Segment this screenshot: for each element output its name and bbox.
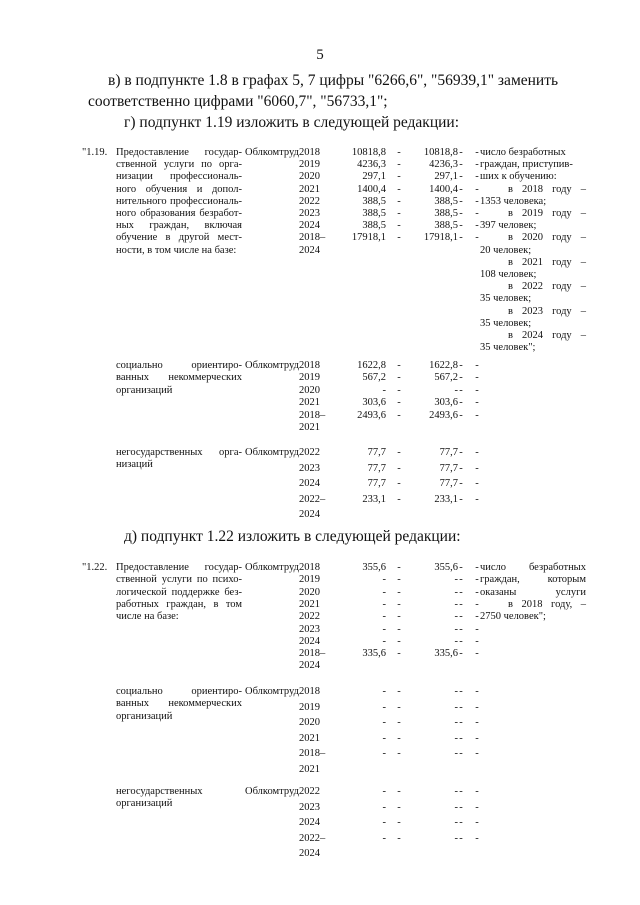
federal-cell: - — [397, 195, 401, 207]
note-line: в 2022 году – — [508, 281, 586, 293]
note-line: в 2019 году – — [508, 208, 586, 220]
description-line: нительного профессиональ- — [116, 195, 242, 207]
federal-cell: - — [397, 648, 401, 660]
year-cell: 2019 — [299, 574, 320, 586]
federal-cell: - — [397, 478, 401, 489]
year-cell: 2018 — [299, 360, 320, 371]
other-cell: - — [475, 686, 479, 697]
regional-cell: 4236,3 — [429, 159, 458, 171]
total-cell: 303,6 — [362, 397, 386, 409]
federal-cell: - — [397, 360, 401, 371]
year-cell: 2024 — [299, 478, 320, 489]
municipal-cell: - — [459, 748, 463, 760]
other-cell: - — [475, 409, 479, 421]
item-number: "1.19. — [82, 147, 108, 158]
municipal-cell: - — [459, 372, 463, 384]
total-cell: 355,6 — [362, 562, 386, 573]
federal-cell: - — [397, 635, 401, 647]
municipal-cell: - — [459, 732, 463, 744]
regional-cell: - — [454, 817, 458, 828]
regional-cell: 388,5 — [434, 208, 458, 219]
federal-cell: - — [397, 817, 401, 828]
note-line: ших к обучению: — [480, 171, 557, 183]
federal-cell: - — [397, 232, 401, 244]
total-cell: - — [382, 832, 386, 844]
total-cell: 1400,4 — [357, 183, 386, 195]
year-cell: 2022 — [299, 611, 320, 623]
total-cell: 567,2 — [362, 372, 386, 384]
other-cell: - — [475, 232, 479, 244]
item-description — [116, 686, 242, 723]
total-cell: - — [382, 611, 386, 623]
federal-cell: - — [397, 748, 401, 760]
other-cell: - — [475, 611, 479, 623]
year-cell: 2018– — [299, 648, 326, 660]
expected-result-note — [480, 562, 586, 623]
municipal-cell: - — [459, 409, 463, 421]
federal-cell: - — [397, 623, 401, 635]
other-cell: - — [475, 635, 479, 647]
municipal-cell: - — [459, 195, 463, 207]
paragraph-g: г) подпункт 1.19 изложить в следующей редакции: — [124, 114, 460, 131]
federal-cell: - — [397, 447, 401, 458]
note-line: граждан, которым — [480, 574, 586, 586]
other-cell: - — [475, 372, 479, 384]
municipal-cell: - — [459, 562, 463, 573]
other-cell: - — [475, 171, 479, 183]
federal-cell: - — [397, 686, 401, 697]
executor-cell: Облкомтруд — [245, 786, 299, 797]
total-cell: - — [382, 748, 386, 760]
regional-cell: - — [454, 611, 458, 623]
description-line: ванных некоммерческих — [116, 372, 242, 384]
federal-cell: - — [397, 171, 401, 183]
note-line: в 2021 году – — [508, 256, 586, 268]
page-number: 5 — [316, 47, 324, 63]
item-description — [116, 147, 242, 257]
note-line: число безработных — [480, 147, 566, 158]
municipal-cell: - — [459, 397, 463, 409]
municipal-cell: - — [459, 384, 463, 396]
total-cell: - — [382, 801, 386, 813]
total-cell: - — [382, 817, 386, 828]
paragraph-v-line1: в) в подпункте 1.8 в графах 5, 7 цифры "6266,6", "56939,1" заменить — [108, 72, 559, 89]
total-cell: 1622,8 — [357, 360, 386, 371]
regional-cell: - — [454, 623, 458, 635]
note-line: 1353 человека; — [480, 195, 547, 207]
municipal-cell: - — [459, 623, 463, 635]
municipal-cell: - — [459, 786, 463, 797]
year-cell: 2018– — [299, 748, 326, 760]
other-cell: - — [475, 220, 479, 232]
regional-cell: 388,5 — [434, 195, 458, 207]
note-line: оказаны услуги — [480, 586, 586, 598]
total-cell: - — [382, 686, 386, 697]
note-line: в 2018 году, – — [508, 598, 586, 610]
note-line: в 2024 году – — [508, 330, 586, 342]
other-cell: - — [475, 562, 479, 573]
executor-cell: Облкомтруд — [245, 686, 299, 697]
year-cell: 2019 — [299, 159, 320, 171]
description-line: негосударственных орга- — [116, 447, 242, 458]
regional-cell: - — [454, 574, 458, 586]
total-cell: - — [382, 623, 386, 635]
regional-cell: 77,7 — [439, 462, 458, 474]
regional-cell: - — [454, 732, 458, 744]
other-cell: - — [475, 598, 479, 610]
federal-cell: - — [397, 717, 401, 729]
description-line: ственной услуги по орга- — [116, 159, 242, 171]
year-cell: 2022– — [299, 493, 326, 505]
federal-cell: - — [397, 801, 401, 813]
regional-cell: - — [454, 801, 458, 813]
year-cell: 2022 — [299, 447, 320, 458]
municipal-cell: - — [459, 717, 463, 729]
federal-cell: - — [397, 701, 401, 713]
regional-cell: - — [454, 635, 458, 647]
municipal-cell: - — [459, 648, 463, 660]
total-cell: 77,7 — [367, 447, 386, 458]
year-cell: 2021 — [299, 598, 320, 610]
municipal-cell: - — [459, 171, 463, 183]
total-cell: 335,6 — [362, 648, 386, 660]
description-line: числе на базе: — [116, 611, 179, 623]
note-line: 108 человек; — [480, 269, 537, 281]
other-cell: - — [475, 786, 479, 797]
year-cell: 2023 — [299, 462, 320, 474]
description-line: негосударственных — [116, 786, 203, 797]
total-cell: 297,1 — [362, 171, 386, 183]
municipal-cell: - — [459, 208, 463, 219]
note-line: граждан, приступив- — [480, 159, 573, 171]
description-line: социально ориентиро- — [116, 686, 242, 697]
year-cell: 2024 — [299, 220, 320, 232]
municipal-cell: - — [459, 159, 463, 171]
total-cell: - — [382, 732, 386, 744]
other-cell: - — [475, 586, 479, 598]
other-cell: - — [475, 732, 479, 744]
federal-cell: - — [397, 462, 401, 474]
other-cell: - — [475, 817, 479, 828]
year-cell: 2023 — [299, 623, 320, 635]
regional-cell: - — [454, 384, 458, 396]
municipal-cell: - — [459, 686, 463, 697]
municipal-cell: - — [459, 801, 463, 813]
year-cell: 2023 — [299, 208, 320, 219]
note-line: в 2018 году – — [508, 183, 586, 195]
description-line: низации профессиональ- — [116, 171, 242, 183]
year-cell: 2021 — [299, 422, 320, 433]
year-cell: 2024 — [299, 244, 320, 256]
note-line: 2750 человек"; — [480, 611, 546, 623]
regional-cell: 1400,4 — [429, 183, 458, 195]
other-cell: - — [475, 183, 479, 195]
description-line: логической поддержке без- — [116, 586, 242, 598]
year-cell: 2023 — [299, 801, 320, 813]
year-cell: 2024 — [299, 817, 320, 828]
regional-cell: - — [454, 598, 458, 610]
total-cell: - — [382, 717, 386, 729]
executor-cell: Облкомтруд — [245, 562, 299, 573]
description-line: ного образования безработ- — [116, 208, 242, 220]
other-cell: - — [475, 447, 479, 458]
total-cell: - — [382, 384, 386, 396]
description-line: обучение в другой мест- — [116, 232, 242, 244]
year-cell: 2022– — [299, 832, 326, 844]
executor-cell: Облкомтруд — [245, 447, 299, 458]
executor-cell: Облкомтруд — [245, 360, 299, 371]
description-line: ного обучения и допол- — [116, 183, 242, 195]
other-cell: - — [475, 147, 479, 158]
year-cell: 2018 — [299, 147, 320, 158]
item-description — [116, 360, 242, 397]
year-cell: 2021 — [299, 183, 320, 195]
other-cell: - — [475, 574, 479, 586]
municipal-cell: - — [459, 493, 463, 505]
federal-cell: - — [397, 159, 401, 171]
other-cell: - — [475, 462, 479, 474]
year-cell: 2022 — [299, 195, 320, 207]
municipal-cell: - — [459, 611, 463, 623]
total-cell: - — [382, 701, 386, 713]
description-line: социально ориентиро- — [116, 360, 242, 371]
year-cell: 2024 — [299, 635, 320, 647]
description-line: низаций — [116, 459, 153, 471]
regional-cell: 567,2 — [434, 372, 458, 384]
total-cell: 233,1 — [362, 493, 386, 505]
other-cell: - — [475, 384, 479, 396]
note-line: 35 человек; — [480, 317, 532, 329]
other-cell: - — [475, 717, 479, 729]
federal-cell: - — [397, 409, 401, 421]
year-cell: 2024 — [299, 660, 320, 672]
federal-cell: - — [397, 147, 401, 158]
federal-cell: - — [397, 732, 401, 744]
other-cell: - — [475, 397, 479, 409]
year-cell: 2018 — [299, 686, 320, 697]
year-cell: 2019 — [299, 701, 320, 713]
item-description — [116, 786, 242, 811]
total-cell: 17918,1 — [351, 232, 386, 244]
year-cell: 2024 — [299, 848, 320, 859]
other-cell: - — [475, 648, 479, 660]
regional-cell: - — [454, 686, 458, 697]
federal-cell: - — [397, 562, 401, 573]
municipal-cell: - — [459, 183, 463, 195]
other-cell: - — [475, 623, 479, 635]
description-line: работных граждан, в том — [116, 598, 242, 610]
municipal-cell: - — [459, 635, 463, 647]
regional-cell: 10818,8 — [423, 147, 458, 158]
other-cell: - — [475, 832, 479, 844]
federal-cell: - — [397, 208, 401, 219]
note-line: 35 человек"; — [480, 342, 536, 354]
regional-cell: 17918,1 — [423, 232, 458, 244]
paragraph-d: д) подпункт 1.22 изложить в следующей редакции: — [124, 528, 461, 545]
year-cell: 2020 — [299, 717, 320, 729]
expected-result-note — [480, 147, 586, 354]
description-line: организаций — [116, 384, 173, 396]
year-cell: 2018– — [299, 232, 326, 244]
municipal-cell: - — [459, 232, 463, 244]
municipal-cell: - — [459, 574, 463, 586]
municipal-cell: - — [459, 598, 463, 610]
regional-cell: 233,1 — [434, 493, 458, 505]
regional-cell: 388,5 — [434, 220, 458, 232]
municipal-cell: - — [459, 586, 463, 598]
total-cell: 77,7 — [367, 462, 386, 474]
federal-cell: - — [397, 220, 401, 232]
federal-cell: - — [397, 586, 401, 598]
paragraph-v-line2: соответственно цифрами "6060,7", "56733,1"; — [88, 93, 388, 110]
total-cell: - — [382, 586, 386, 598]
description-line: ственной услуги по психо- — [116, 574, 242, 586]
federal-cell: - — [397, 832, 401, 844]
total-cell: - — [382, 598, 386, 610]
note-line: число безработных — [480, 562, 586, 573]
federal-cell: - — [397, 493, 401, 505]
regional-cell: - — [454, 748, 458, 760]
year-cell: 2020 — [299, 384, 320, 396]
description-line: ных граждан, включая — [116, 220, 242, 232]
municipal-cell: - — [459, 701, 463, 713]
total-cell: 77,7 — [367, 478, 386, 489]
regional-cell: - — [454, 832, 458, 844]
description-line: организаций — [116, 710, 173, 722]
regional-cell: - — [454, 786, 458, 797]
regional-cell: - — [454, 717, 458, 729]
description-line: организаций — [116, 798, 173, 810]
note-line: в 2023 году – — [508, 305, 586, 317]
total-cell: 388,5 — [362, 208, 386, 219]
other-cell: - — [475, 701, 479, 713]
federal-cell: - — [397, 611, 401, 623]
item-description — [116, 562, 242, 623]
description-line: Предоставление государ- — [116, 147, 242, 158]
other-cell: - — [475, 801, 479, 813]
total-cell: 4236,3 — [357, 159, 386, 171]
total-cell: 10818,8 — [351, 147, 386, 158]
other-cell: - — [475, 159, 479, 171]
regional-cell: 297,1 — [434, 171, 458, 183]
regional-cell: 1622,8 — [429, 360, 458, 371]
regional-cell: 335,6 — [434, 648, 458, 660]
regional-cell: 77,7 — [439, 478, 458, 489]
federal-cell: - — [397, 786, 401, 797]
year-cell: 2020 — [299, 586, 320, 598]
description-line: Предоставление государ- — [116, 562, 242, 573]
municipal-cell: - — [459, 147, 463, 158]
total-cell: - — [382, 635, 386, 647]
item-number: "1.22. — [82, 562, 108, 573]
total-cell: 388,5 — [362, 195, 386, 207]
municipal-cell: - — [459, 360, 463, 371]
municipal-cell: - — [459, 832, 463, 844]
total-cell: 2493,6 — [357, 409, 386, 421]
regional-cell: 77,7 — [439, 447, 458, 458]
year-cell: 2019 — [299, 372, 320, 384]
year-cell: 2020 — [299, 171, 320, 183]
federal-cell: - — [397, 397, 401, 409]
year-cell: 2018– — [299, 409, 326, 421]
year-cell: 2021 — [299, 732, 320, 744]
federal-cell: - — [397, 574, 401, 586]
municipal-cell: - — [459, 817, 463, 828]
regional-cell: 2493,6 — [429, 409, 458, 421]
year-cell: 2021 — [299, 397, 320, 409]
year-cell: 2022 — [299, 786, 320, 797]
description-line: ванных некоммерческих — [116, 698, 242, 710]
executor-cell: Облкомтруд — [245, 147, 299, 158]
year-cell: 2018 — [299, 562, 320, 573]
item-description — [116, 447, 242, 472]
year-cell: 2021 — [299, 764, 320, 775]
other-cell: - — [475, 478, 479, 489]
note-line: 20 человек; — [480, 244, 532, 256]
total-cell: - — [382, 786, 386, 797]
other-cell: - — [475, 195, 479, 207]
total-cell: 388,5 — [362, 220, 386, 232]
note-line: в 2020 году – — [508, 232, 586, 244]
note-line: 35 человек; — [480, 293, 532, 305]
description-line: ности, в том числе на базе: — [116, 244, 237, 256]
regional-cell: - — [454, 586, 458, 598]
total-cell: - — [382, 574, 386, 586]
other-cell: - — [475, 360, 479, 371]
municipal-cell: - — [459, 447, 463, 458]
other-cell: - — [475, 208, 479, 219]
regional-cell: - — [454, 701, 458, 713]
note-line: 397 человек; — [480, 220, 537, 232]
municipal-cell: - — [459, 462, 463, 474]
federal-cell: - — [397, 598, 401, 610]
federal-cell: - — [397, 384, 401, 396]
municipal-cell: - — [459, 220, 463, 232]
regional-cell: 355,6 — [434, 562, 458, 573]
federal-cell: - — [397, 183, 401, 195]
municipal-cell: - — [459, 478, 463, 489]
other-cell: - — [475, 748, 479, 760]
other-cell: - — [475, 493, 479, 505]
year-cell: 2024 — [299, 509, 320, 520]
regional-cell: 303,6 — [434, 397, 458, 409]
federal-cell: - — [397, 372, 401, 384]
